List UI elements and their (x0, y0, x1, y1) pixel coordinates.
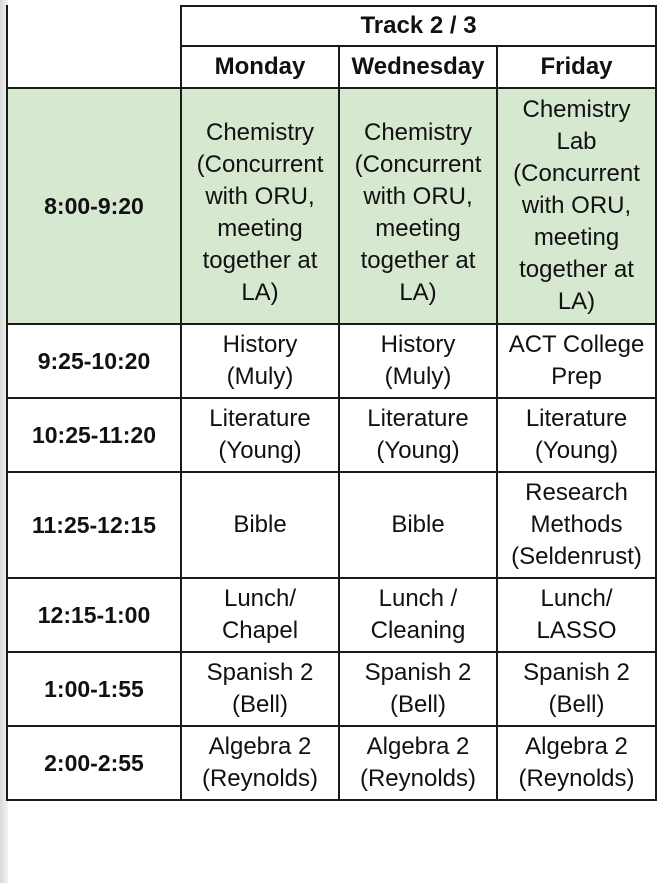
class-cell-monday: Literature (Young) (181, 398, 339, 472)
time-slot: 2:00-2:55 (7, 726, 181, 800)
class-cell-monday: History (Muly) (181, 324, 339, 398)
class-cell-monday: Algebra 2 (Reynolds) (181, 726, 339, 800)
class-cell-friday: ACT College Prep (497, 324, 656, 398)
class-cell-friday: Literature (Young) (497, 398, 656, 472)
class-cell-wednesday: Bible (339, 472, 497, 578)
time-slot: 10:25-11:20 (7, 398, 181, 472)
class-cell-monday: Lunch/ Chapel (181, 578, 339, 652)
class-cell-monday: Chemistry (Concurrent with ORU, meeting together at LA) (181, 88, 339, 324)
class-cell-monday: Bible (181, 472, 339, 578)
schedule-row (7, 398, 656, 472)
day-header-friday: Friday (497, 46, 656, 88)
class-cell-wednesday: Literature (Young) (339, 398, 497, 472)
class-cell-wednesday: Spanish 2 (Bell) (339, 652, 497, 726)
class-cell-monday: Spanish 2 (Bell) (181, 652, 339, 726)
schedule-row (7, 578, 656, 652)
schedule-row (7, 472, 656, 578)
class-cell-wednesday: Algebra 2 (Reynolds) (339, 726, 497, 800)
class-cell-friday: Research Methods (Seldenrust) (497, 472, 656, 578)
time-slot: 9:25-10:20 (7, 324, 181, 398)
class-cell-friday: Chemistry Lab (Concurrent with ORU, meeting together at LA) (497, 88, 656, 324)
time-slot: 1:00-1:55 (7, 652, 181, 726)
schedule-row (7, 652, 656, 726)
schedule-row (7, 726, 656, 800)
corner-blank-cell (7, 6, 181, 88)
time-slot: 12:15-1:00 (7, 578, 181, 652)
class-cell-wednesday: Lunch / Cleaning (339, 578, 497, 652)
day-header-monday: Monday (181, 46, 339, 88)
class-cell-wednesday: Chemistry (Concurrent with ORU, meeting together at LA) (339, 88, 497, 324)
class-cell-friday: Algebra 2 (Reynolds) (497, 726, 656, 800)
class-cell-friday: Lunch/ LASSO (497, 578, 656, 652)
schedule-row (7, 324, 656, 398)
class-cell-wednesday: History (Muly) (339, 324, 497, 398)
track-header-row (7, 6, 656, 46)
day-header-wednesday: Wednesday (339, 46, 497, 88)
schedule-table (6, 5, 657, 801)
time-slot: 11:25-12:15 (7, 472, 181, 578)
time-slot: 8:00-9:20 (7, 88, 181, 324)
schedule-row (7, 88, 656, 324)
class-cell-friday: Spanish 2 (Bell) (497, 652, 656, 726)
track-title: Track 2 / 3 (181, 6, 656, 46)
